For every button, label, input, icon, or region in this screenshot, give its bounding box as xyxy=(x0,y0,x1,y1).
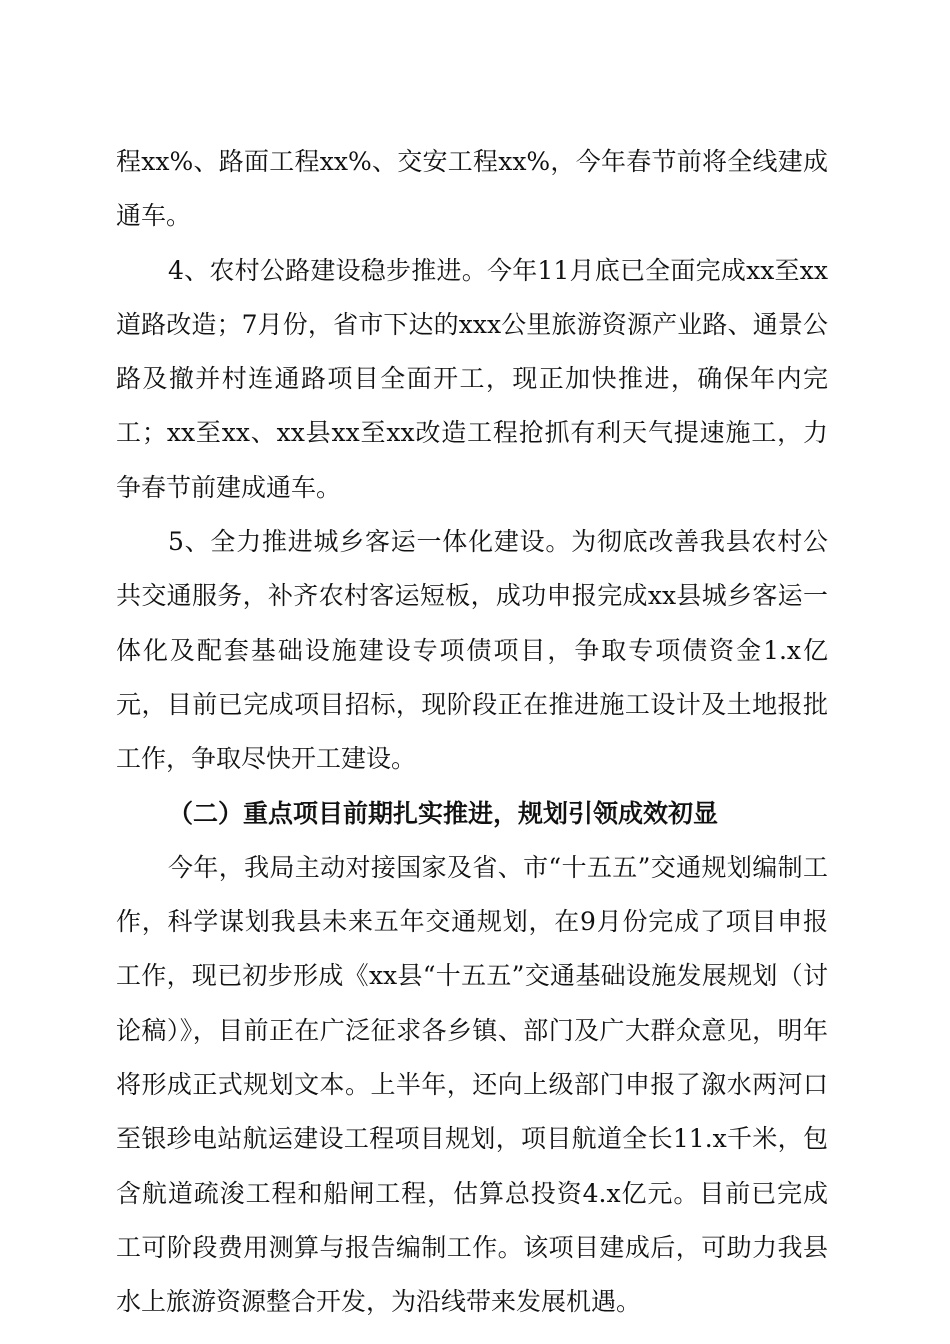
paragraph-continuation: 程xx%、路面工程xx%、交安工程xx%，今年春节前将全线建成通车。 xyxy=(116,147,828,231)
paragraph-urban-rural-transit: 5、全力推进城乡客运一体化建设。为彻底改善我县农村公共交通服务，补齐农村客运短板，成功申报完成xx县城乡客运一体化及配套基础设施建设专项债项目，争取专项债资金1.x亿元，目前已完成项目招标，现阶段正在推进施工设计及土地报批工作，争取尽快开工建设。 xyxy=(116,527,828,774)
section-heading: （二）重点项目前期扎实推进，规划引领成效初显 xyxy=(168,798,719,828)
body-text xyxy=(116,135,828,1330)
paragraph-rural-roads: 4、农村公路建设稳步推进。今年11月底已全面完成xx至xx道路改造；7月份，省市下达的xxx公里旅游资源产业路、通景公路及撤并村连通路项目全面开工，现正加快推进，确保年内完工；xx至xx、xx县xx至xx改造工程抢抓有利天气提速施工，力争春节前建成通车。 xyxy=(116,255,828,502)
paragraph-planning: 今年，我局主动对接国家及省、市“十五五”交通规划编制工作，科学谋划我县未来五年交通规划，在9月份完成了项目申报工作，现已初步形成《xx县“十五五”交通基础设施发展规划（讨论稿）》，目前正在广泛征求各乡镇、部门及广大群众意见，明年将形成正式规划文本。上半年，还向上级部门申报了溆水两河口至银珍电站航运建设工程项目规划，项目航道全长11.x千米，包含航道疏浚工程和船闸工程，估算总投资4.x亿元。目前已完成工可阶段费用测算与报告编制工作。该项目建成后，可助力我县水上旅游资源整合开发，为沿线带来发展机遇。 xyxy=(116,852,828,1317)
